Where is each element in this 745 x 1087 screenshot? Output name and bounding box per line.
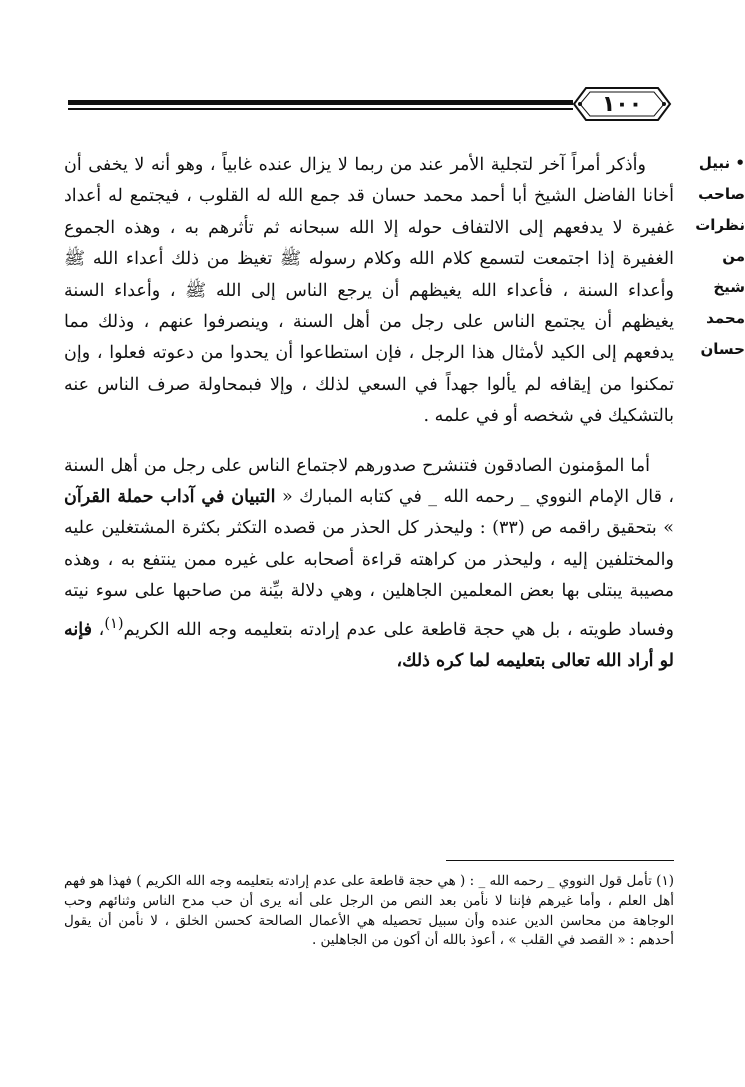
- side-title-word: • نبيل: [698, 154, 745, 172]
- side-title-word: من: [722, 247, 745, 265]
- side-title-word: محمد: [706, 309, 745, 327]
- side-running-title: [675, 148, 745, 365]
- page-number-badge: [572, 84, 672, 124]
- footnote-divider: [446, 860, 674, 861]
- footnote: (١) تأمل قول النووي _ رحمه الله _ : ( هي حجة قاطعة على عدم إرادته بتعليمه وجه الله الكريم ) فهذا هو فهم أهل العلم ، وأما غيرهم فإننا لا نأمن بعد النص من الرجل على أنه يرى أن حب مدح الناس وثنائهم وحب الوجاهة من محاسن الدين عنده وأن سبيل تحصيله هي الأعمال الصالحة كحسن الخلق ، لا نأمن أن يقول أحدهم : « القصد في القلب » ، أعوذ بالله أن أكون من الجاهلين .: [64, 873, 675, 949]
- book-title: التبيان في آداب حملة القرآن: [64, 487, 276, 508]
- bold-quote: فإنه لو أراد الله تعالى بتعليمه لما كره ذلك،: [64, 619, 674, 671]
- page-number: ١٠٠: [601, 91, 643, 117]
- side-title-word: حسان: [700, 340, 745, 358]
- footnote-reference: (١): [104, 614, 124, 632]
- side-title-word: نظرات: [695, 216, 745, 234]
- main-text: [64, 150, 674, 677]
- paragraph-2-text: ،: [91, 619, 105, 640]
- paragraph-2: [64, 451, 674, 678]
- header-rule: [68, 100, 573, 110]
- paragraph-1: وأذكر أمراً آخر لتجلية الأمر عند من ربما لا يزال عنده غابياً ، وهو أنه لا يخفى أن أخانا الفاضل الشيخ أبا أحمد محمد حسان قد جمع الله له القلوب ، فيجتمع له أعداد غفيرة لا يدفعهم إلى الالتفاف حوله إلا الله سبحانه ثم تأثرهم به ، وهذه الجموع الغفيرة إذا اجتمعت لتسمع كلام الله وكلام رسوله ﷺ تغيظ من ذلك أعداء الله ﷺ وأعداء السنة ، فأعداء الله يغيظهم أن يرجع الناس إلى الله ﷺ ، وأعداء السنة يغيظهم أن يجتمع الناس على رجل من أهل السنة ، وينصرفوا عنهم ، وذلك مما يدفعهم إلى الكيد لأمثال هذا الرجل ، فإن استطاعوا أن يحدوا من دعوته فعلوا ، وإن تمكنوا من إيقافه لم يألوا جهداً في السعي لذلك ، وإلا فبمحاولة صرف الناس عنه بالتشكيك في شخصه أو في علمه .: [64, 155, 674, 427]
- side-title-word: صاحب: [698, 185, 745, 203]
- paragraph-2-text: » بتحقيق راقمه ص (٣٣) : وليحذر كل الحذر من قصده التكثر بكثرة المشتغلين عليه والمختلفين إليه ، وليحذر من كراهته قراءة أصحابه على غيره ممن ينتفع به ، وهذه مصيبة يبتلى بها بعض المعلمين الجاهلين ، وهي دلالة بيِّنة من صاحبها على سوء نيته وفساد طويته ، بل هي حجة قاطعة على عدم إرادته بتعليمه وجه الله الكريم: [64, 518, 675, 640]
- paragraph-2-text: أما المؤمنون الصادقون فتنشرح صدورهم لاجتماع الناس على رجل من أهل السنة ، قال الإمام النووي _ رحمه الله _ في كتابه المبارك «: [64, 455, 675, 508]
- side-title-word: شيخ: [713, 278, 745, 296]
